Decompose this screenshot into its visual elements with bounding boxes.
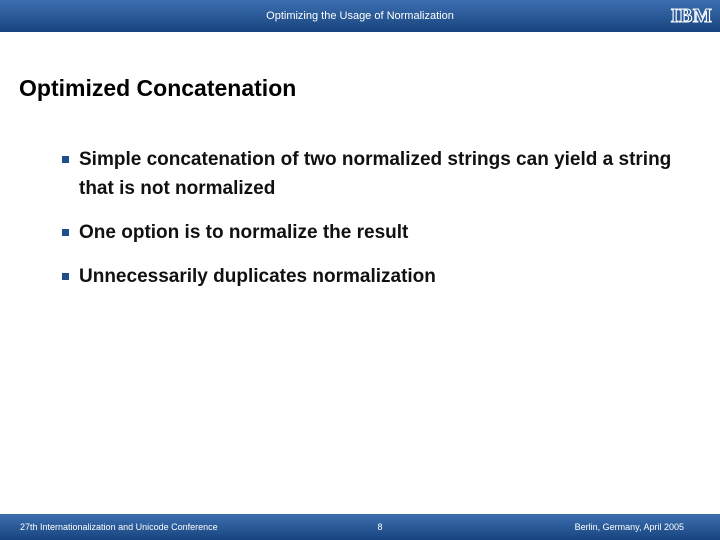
square-bullet-icon xyxy=(62,273,69,280)
location-date: Berlin, Germany, April 2005 xyxy=(574,522,684,532)
header-bar xyxy=(0,0,720,32)
page-number: 8 xyxy=(377,522,383,532)
bullet-list xyxy=(62,145,682,291)
square-bullet-icon xyxy=(62,229,69,236)
slide-title: Optimized Concatenation xyxy=(19,75,297,101)
square-bullet-icon xyxy=(62,156,69,163)
bullet-item xyxy=(62,145,682,203)
bullet-text: Unnecessarily duplicates normalization xyxy=(79,266,436,287)
bullet-text: One option is to normalize the result xyxy=(79,222,409,243)
bullet-text: Simple concatenation of two normalized strings can yield a string that is not normalized xyxy=(79,149,672,199)
bullet-item xyxy=(62,218,682,247)
bullet-item xyxy=(62,262,682,291)
ibm-logo xyxy=(667,5,716,25)
conference-name: 27th Internationalization and Unicode Conference xyxy=(20,522,218,532)
svg-text:IBM: IBM xyxy=(670,5,713,25)
presentation-title: Optimizing the Usage of Normalization xyxy=(266,10,454,22)
footer-bar xyxy=(0,514,720,540)
